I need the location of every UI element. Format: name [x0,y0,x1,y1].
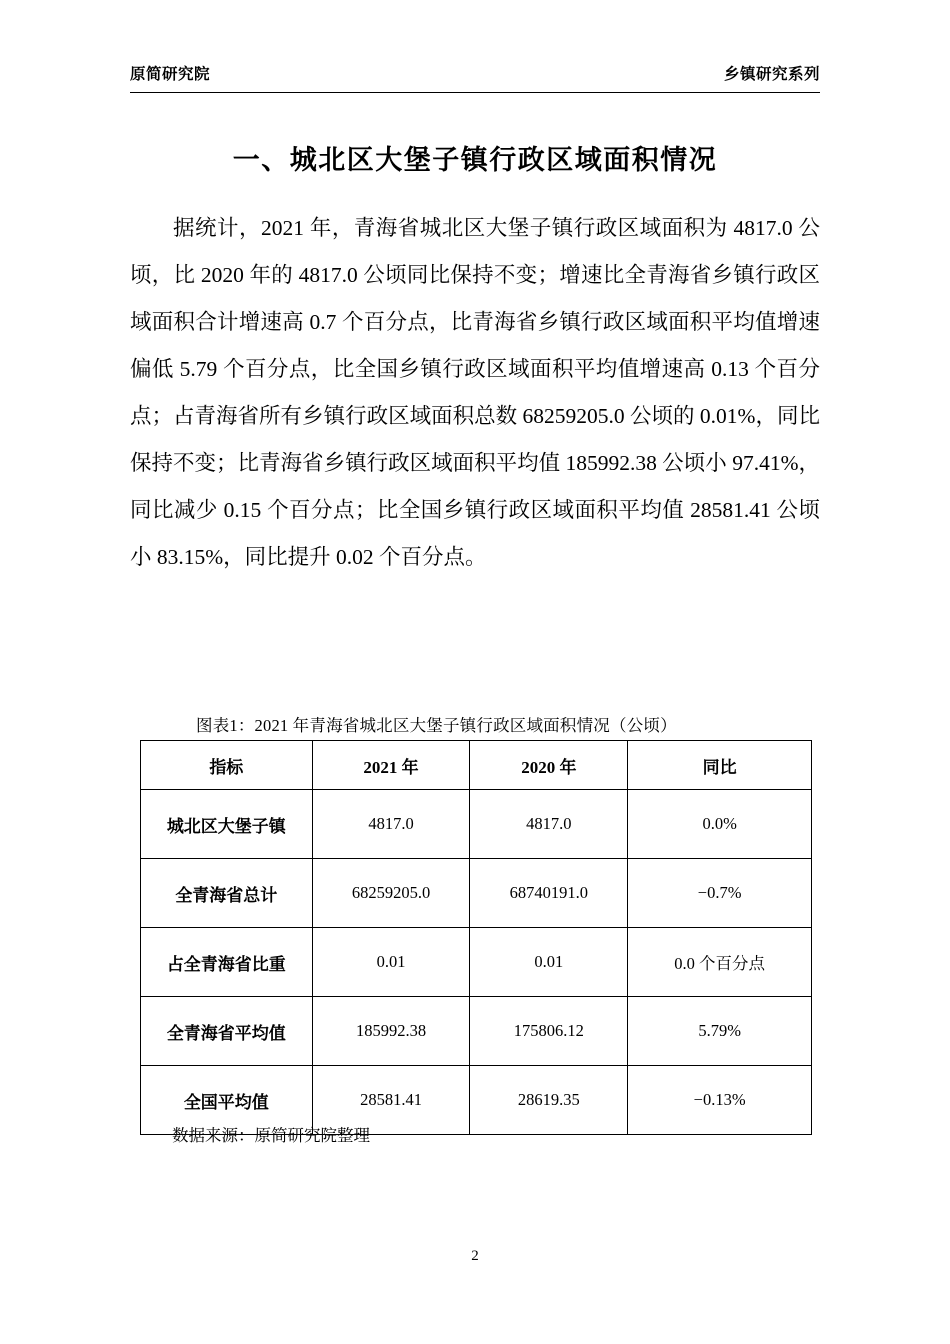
table-cell: 4817.0 [312,790,470,859]
header-divider [130,92,820,93]
table-header-row [141,741,812,790]
table-header-cell: 指标 [141,741,313,790]
header-right-text: 乡镇研究系列 [723,66,820,83]
body-paragraph: 据统计，2021 年，青海省城北区大堡子镇行政区域面积为 4817.0 公顷，比 2020 年的 4817.0 公顷同比保持不变；增速比全青海省乡镇行政区域面积合计增速高 0.7 个百分点，比青海省乡镇行政区域面积平均值增速偏低 5.79 个百分点，比全国乡镇行政区域面积平均值增速高 0.13 个百分点；占青海省所有乡镇行政区域面积总数 68259205.0 公顷的 0.01%，同比保持不变；比青海省乡镇行政区域面积平均值 185992.38 公顷小 97.41%，同比减少 0.15 个百分点；比全国乡镇行政区域面积平均值 28581.41 公顷小 83.15%，同比提升 0.02 个百分点。 [130,216,820,569]
table-cell: 全国平均值 [141,1066,313,1135]
table-caption: 图表1：2021 年青海省城北区大堡子镇行政区域面积情况（公顷） [196,716,677,735]
table-cell: 28619.35 [470,1066,628,1135]
table-row [141,928,812,997]
table-cell: 全青海省总计 [141,859,313,928]
page-title: 一、城北区大堡子镇行政区域面积情况 [232,145,718,175]
table-cell: 全青海省平均值 [141,997,313,1066]
table-cell: 0.0% [628,790,812,859]
table-cell: 0.01 [470,928,628,997]
page-number: 2 [471,1248,479,1264]
table-cell: 28581.41 [312,1066,470,1135]
table-row [141,859,812,928]
area-statistics-table [140,740,812,1135]
table-cell: 175806.12 [470,997,628,1066]
table-cell: −0.7% [628,859,812,928]
table-header-cell: 2020 年 [470,741,628,790]
table-cell: 68740191.0 [470,859,628,928]
table-cell: 5.79% [628,997,812,1066]
table-cell: −0.13% [628,1066,812,1135]
table-header-cell: 2021 年 [312,741,470,790]
table-cell: 城北区大堡子镇 [141,790,313,859]
table-cell: 185992.38 [312,997,470,1066]
table-cell: 68259205.0 [312,859,470,928]
source-note: 数据来源：原简研究院整理 [172,1126,370,1145]
table-cell: 0.0 个百分点 [628,928,812,997]
table-row [141,790,812,859]
table-row [141,997,812,1066]
page-header [130,62,820,84]
table-header-cell: 同比 [628,741,812,790]
table-cell: 4817.0 [470,790,628,859]
table-cell: 0.01 [312,928,470,997]
table-cell: 占全青海省比重 [141,928,313,997]
header-left-text: 原简研究院 [130,66,211,83]
